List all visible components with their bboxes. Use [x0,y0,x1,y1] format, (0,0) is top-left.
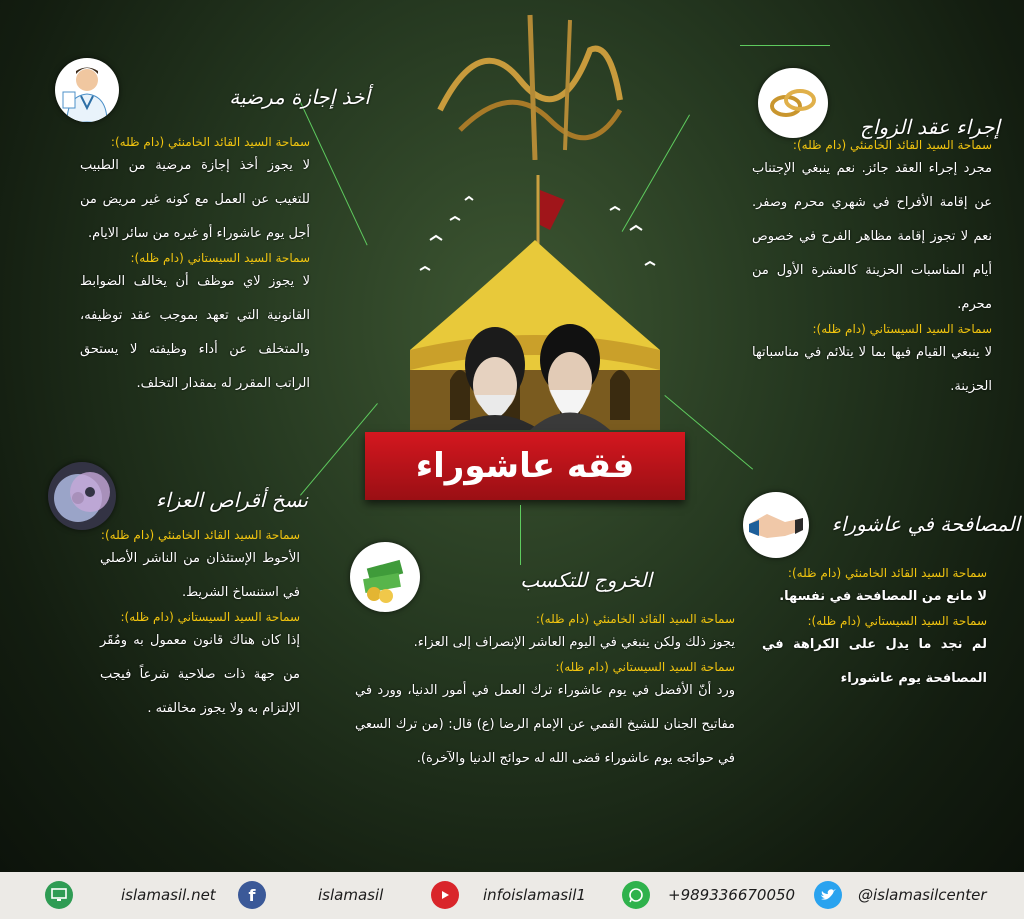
calligraphy-logo [420,10,640,160]
footer-whatsapp[interactable] [622,881,795,909]
ruling-text: ورد أنّ الأفضل في يوم عاشوراء ترك العمل في أمور الدنيا، وورد في مفاتيح الجنان للشيخ القمي عن الإمام الرضا (ع) قال: (من ترك السعي في حوائجه يوم عاشوراء قضى الله له حوائج الدنيا والآخرة). [355,683,735,766]
monitor-icon [45,881,73,909]
youtube-icon [431,881,459,909]
main-title: فقه عاشوراء [415,446,635,486]
twitter-icon [814,881,842,909]
connector-line [520,505,521,565]
ruling-text: الأحوط الإستئذان من الناشر الأصلي في استنساخ الشريط. [100,551,300,600]
whatsapp-icon [622,881,650,909]
connector-line [740,45,830,46]
money-icon [350,542,420,612]
khamenei-label: سماحة السيد القائد الخامنئي (دام ظله): [100,528,300,542]
facebook-text: islamasil [318,886,384,904]
facebook-icon: f [238,881,266,909]
section-title-marriage: إجراء عقد الزواج [860,115,1000,139]
khamenei-label: سماحة السيد القائد الخامنئي (دام ظله): [792,138,992,152]
sistani-label: سماحة السيد السيستاني (دام ظله): [130,251,310,265]
section-title-work: الخروج للتكسب [520,568,652,592]
doctor-icon [55,58,119,122]
ruling-text: لا مانع من المصافحة في نفسها. [779,589,987,604]
sistani-label: سماحة السيد السيستاني (دام ظله): [807,614,987,628]
work-panel [355,612,735,776]
marriage-panel [752,138,992,404]
sistani-label: سماحة السيد السيستاني (دام ظله): [812,322,992,336]
footer-twitter[interactable] [814,881,987,909]
section-title-medical-leave: أخذ إجازة مرضية [229,85,370,109]
ruling-text: لا يجوز أخذ إجازة مرضية من الطبيب للتغيب عن العمل مع كونه غير مريض من أجل يوم عاشوراء أو غيره من سائر الايام. [80,158,310,241]
footer-bar [0,872,1024,919]
ruling-text: لم نجد ما يدل على الكراهة في المصافحة يوم عاشوراء [762,637,987,686]
twitter-text: @islamasilcenter [858,886,987,904]
ruling-text: لا يجوز لاي موظف أن يخالف الضوابط القانونية التي تعهد بموجب عقد توظيفه، والمتخلف عن أداء وظيفته لا يستحق الراتب المقرر له بمقدار التخلف. [80,274,310,391]
sistani-label: سماحة السيد السيستاني (دام ظله): [555,660,735,674]
medical-leave-panel [80,135,310,401]
dome-illustration [390,170,680,460]
footer-website[interactable] [45,881,216,909]
ruling-text: مجرد إجراء العقد جائز. نعم ينبغي الإجتناب عن إقامة الأفراح في شهري محرم وصفر. نعم لا تجوز إقامة مظاهر الفرح في خصوص أيام المناسبات الحزينة كالعشرة الأول من محرم. [752,161,992,312]
handshake-panel [762,566,987,696]
footer-youtube[interactable] [431,881,586,909]
main-title-banner [365,432,685,500]
website-text: islamasil.net [121,886,216,904]
cd-icon [48,462,116,530]
handshake-icon [743,492,809,558]
section-title-cds: نسخ أقراص العزاء [155,488,308,512]
sistani-label: سماحة السيد السيستاني (دام ظله): [120,610,300,624]
khamenei-label: سماحة السيد القائد الخامنئي (دام ظله): [787,566,987,580]
section-title-handshake: المصافحة في عاشوراء [831,512,1020,536]
khamenei-label: سماحة السيد القائد الخامنئي (دام ظله): [110,135,310,149]
whatsapp-text: +989336670050 [668,886,796,904]
youtube-text: infoislamasil1 [483,886,586,904]
khamenei-label: سماحة السيد القائد الخامنئي (دام ظله): [535,612,735,626]
ruling-text: يجوز ذلك ولكن ينبغي في اليوم العاشر الإنصراف إلى العزاء. [413,635,735,650]
cds-panel [100,528,300,726]
ruling-text: إذا كان هناك قانون معمول به ومُقَر من جهة ذات صلاحية شرعاً فيجب الإلتزام به ولا يجوز مخالفته . [100,633,300,716]
footer-facebook[interactable] [238,881,383,909]
ruling-text: لا ينبغي القيام فيها بما لا يتلائم في مناسباتها الحزينة. [752,345,992,394]
